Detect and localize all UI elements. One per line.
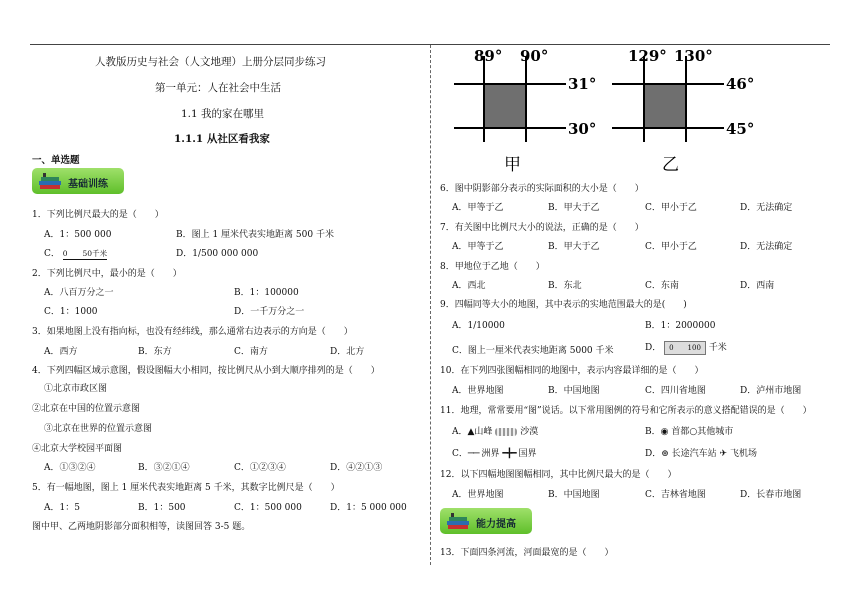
q5-option-d: D．1：5 000 000 bbox=[330, 503, 407, 513]
figure-yi bbox=[612, 47, 754, 174]
national-border-icon: ━╋━ bbox=[502, 449, 516, 459]
q3-option-d: D．北方 bbox=[330, 347, 365, 357]
q4-item-2: ②北京在中国的位置示意图 bbox=[32, 404, 141, 414]
q11-b-prefix: B． bbox=[645, 427, 661, 437]
q9-scale-bar: 0 100 bbox=[664, 341, 706, 355]
q11-option-c bbox=[452, 446, 537, 459]
q6-option-d: D．无法确定 bbox=[740, 203, 793, 213]
lesson-title: 1.1 我的家在哪里 bbox=[181, 108, 265, 120]
q1-option-b: B．图上 1 厘米代表实地距离 500 千米 bbox=[176, 230, 334, 240]
q9-option-a: A．1/10000 bbox=[452, 321, 505, 331]
airport-icon: ✈ bbox=[719, 449, 728, 459]
q2-option-c: C．1：1000 bbox=[44, 307, 98, 317]
desert-pattern-icon bbox=[495, 428, 517, 436]
q4-item-4: ④北京大学校园平面图 bbox=[32, 444, 123, 454]
q2-option-a: A．八百万分之一 bbox=[44, 288, 114, 298]
figure-intro: 图中甲、乙两地阴影部分面积相等，读图回答 3-5 题。 bbox=[32, 522, 251, 532]
q7-option-b: B．甲大于乙 bbox=[548, 242, 600, 252]
q11-stem: 11．地理，常常要用“图”说话。以下常用图例的符号和它所表示的意义搭配错误的是（ ） bbox=[440, 406, 812, 416]
q7-option-d: D．无法确定 bbox=[740, 242, 793, 252]
q9-option-d-prefix: D． bbox=[645, 343, 662, 353]
unit-title: 第一单元：人在社会中生活 bbox=[155, 82, 281, 94]
q11-option-b bbox=[645, 424, 733, 437]
jia-lon1-label: 89° bbox=[474, 47, 503, 65]
q7-stem: 7．有关图中比例尺大小的说法，正确的是（ ） bbox=[440, 223, 644, 233]
q11-a-prefix: A． bbox=[452, 427, 468, 437]
q9-option-c: C．图上一厘米代表实地距离 5000 千米 bbox=[452, 346, 614, 356]
q4-option-a: A．①③②④ bbox=[44, 463, 96, 473]
q2-stem: 2．下列比例尺中，最小的是（ ） bbox=[32, 269, 182, 279]
q1-option-c-prefix: C． bbox=[44, 249, 60, 259]
q8-stem: 8．甲地位于乙地（ ） bbox=[440, 262, 545, 272]
q5-option-b: B．1：500 bbox=[138, 503, 186, 513]
jia-lat1-label: 31° bbox=[568, 75, 597, 93]
mountain-peak-icon: ▲ bbox=[467, 427, 475, 437]
q9-stem: 9．四幅同等大小的地图，其中表示的实地范围最大的是( ) bbox=[440, 300, 687, 310]
jia-name: 甲 bbox=[504, 155, 521, 174]
q1-option-d: D．1/500 000 000 bbox=[176, 249, 259, 259]
latlon-figure bbox=[440, 46, 800, 174]
yi-lat2-label: 45° bbox=[726, 120, 755, 138]
city-symbol-icon: ○ bbox=[689, 427, 698, 437]
q5-option-a: A．1：5 bbox=[44, 503, 80, 513]
advanced-label: 能力提高 bbox=[476, 519, 516, 530]
bus-station-icon: ⊛ bbox=[661, 449, 669, 459]
q10-stem: 10．在下列四张图幅相同的地图中，表示内容最详细的是（ ） bbox=[440, 366, 704, 376]
q12-option-c: C．吉林省地图 bbox=[645, 490, 706, 500]
q2-option-b: B．1：100000 bbox=[234, 288, 299, 298]
q11-a-desert-label: 沙漠 bbox=[520, 427, 539, 437]
q10-option-a: A．世界地图 bbox=[452, 386, 504, 396]
doc-title: 人教版历史与社会（人文地理）上册分层同步练习 bbox=[95, 56, 326, 68]
capital-symbol-icon: ◉ bbox=[660, 427, 669, 437]
q4-item-1: ①北京市政区图 bbox=[44, 384, 108, 394]
section-title: 一、单选题 bbox=[32, 155, 80, 166]
q11-d-airport-label: 飞机场 bbox=[729, 449, 757, 459]
q3-option-a: A．西方 bbox=[44, 347, 78, 357]
q10-option-b: B．中国地图 bbox=[548, 386, 600, 396]
q3-stem: 3．如果地图上没有指向标，也没有经纬线，那么通常右边表示的方向是（ ） bbox=[32, 327, 353, 337]
q12-stem: 12．以下四幅地图图幅相同，其中比例尺最大的是（ ） bbox=[440, 470, 677, 480]
advanced-badge bbox=[440, 508, 532, 534]
q11-d-bus-label: 长途汽车站 bbox=[671, 449, 717, 459]
q13-stem: 13．下面四条河流，河面最宽的是（ ） bbox=[440, 548, 614, 558]
jia-lat2-label: 30° bbox=[568, 120, 597, 138]
basic-training-badge bbox=[32, 168, 124, 194]
q9-option-d bbox=[645, 340, 727, 355]
q5-stem: 5．有一幅地图，图上 1 厘米代表实地距离 5 千米，其数字比例尺是（ ） bbox=[32, 483, 340, 493]
q8-option-d: D．西南 bbox=[740, 281, 775, 291]
q11-c-border-label: 国界 bbox=[518, 449, 537, 459]
q6-option-c: C．甲小于乙 bbox=[645, 203, 697, 213]
q11-option-d bbox=[645, 446, 757, 459]
q11-c-continent-label: 洲界 bbox=[481, 449, 500, 459]
q8-option-b: B．东北 bbox=[548, 281, 582, 291]
figure-jia bbox=[454, 47, 596, 174]
q9-option-d-unit: 千米 bbox=[708, 343, 727, 353]
q11-a-peak-label: 山峰 bbox=[474, 427, 493, 437]
q12-option-a: A．世界地图 bbox=[452, 490, 504, 500]
books-icon bbox=[446, 512, 470, 530]
q4-option-c: C．①②③④ bbox=[234, 463, 286, 473]
q5-option-c: C．1：500 000 bbox=[234, 503, 302, 513]
q1-scale-bar: 0 50千米 bbox=[62, 249, 108, 258]
q12-option-d: D．长春市地图 bbox=[740, 490, 802, 500]
continent-boundary-icon: ─·─ bbox=[467, 449, 479, 459]
q12-option-b: B．中国地图 bbox=[548, 490, 600, 500]
q6-option-b: B．甲大于乙 bbox=[548, 203, 600, 213]
q4-option-b: B．③②①④ bbox=[138, 463, 190, 473]
q1-option-a: A．1：500 000 bbox=[44, 230, 112, 240]
basic-training-label: 基础训练 bbox=[68, 179, 108, 190]
column-divider bbox=[430, 45, 431, 565]
q10-option-c: C．四川省地图 bbox=[645, 386, 706, 396]
q10-option-d: D．泸州市地图 bbox=[740, 386, 802, 396]
sublesson-title: 1.1.1 从社区看我家 bbox=[174, 133, 270, 145]
q6-stem: 6．图中阴影部分表示的实际面积的大小是（ ） bbox=[440, 184, 644, 194]
yi-lat1-label: 46° bbox=[726, 75, 755, 93]
q3-option-b: B．东方 bbox=[138, 347, 172, 357]
q7-option-a: A．甲等于乙 bbox=[452, 242, 504, 252]
q7-option-c: C．甲小于乙 bbox=[645, 242, 697, 252]
q1-stem: 1．下列比例尺最大的是（ ） bbox=[32, 210, 164, 220]
books-icon bbox=[38, 172, 62, 190]
q8-option-a: A．西北 bbox=[452, 281, 486, 291]
yi-lon1-label: 129° bbox=[628, 47, 667, 65]
yi-lon2-label: 130° bbox=[674, 47, 713, 65]
q6-option-a: A．甲等于乙 bbox=[452, 203, 504, 213]
q8-option-c: C．东南 bbox=[645, 281, 679, 291]
q11-option-a bbox=[452, 424, 538, 437]
q2-option-d: D．一千万分之一 bbox=[234, 307, 305, 317]
q4-stem: 4．下列四幅区域示意图，假设图幅大小相同，按比例尺从小到大顺序排列的是（ ） bbox=[32, 366, 380, 376]
q1-option-c bbox=[44, 246, 107, 260]
q3-option-c: C．南方 bbox=[234, 347, 268, 357]
q11-c-prefix: C． bbox=[452, 449, 468, 459]
jia-lon2-label: 90° bbox=[520, 47, 549, 65]
yi-name: 乙 bbox=[662, 155, 679, 174]
q11-b-city-label: 其他城市 bbox=[697, 427, 734, 437]
q4-item-3: ③北京在世界的位置示意图 bbox=[44, 424, 153, 434]
q9-option-b: B．1：2000000 bbox=[645, 321, 716, 331]
q4-option-d: D．④②①③ bbox=[330, 463, 383, 473]
q11-b-capital-label: 首都 bbox=[671, 427, 690, 437]
q11-d-prefix: D． bbox=[645, 449, 662, 459]
